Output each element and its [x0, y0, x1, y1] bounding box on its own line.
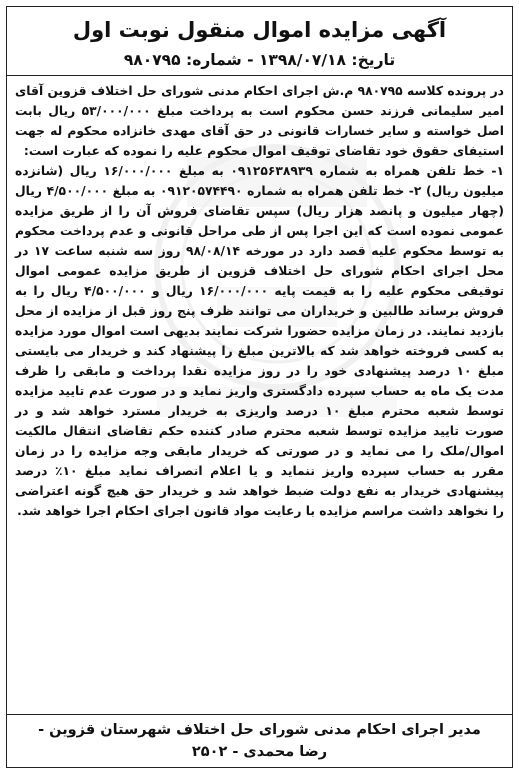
signature-title: مدیر اجرای احکام مدنی شورای حل اختلاف شهرستان قزوین - — [38, 722, 481, 738]
notice-title: آگهی مزایده اموال منقول نوبت اول — [72, 18, 447, 42]
notice-date-number: تاریخ: ۱۳۹۸/۰۷/۱۸ - شماره: ۹۸۰۷۹۵ — [7, 47, 512, 75]
signature-name: رضا محمدی - ۲۵۰۲ — [191, 744, 328, 760]
notice-frame — [6, 6, 513, 768]
notice-footer — [7, 714, 512, 767]
notice-body: در پرونده کلاسه ۹۸۰۷۹۵ م.ش اجرای احکام مدنی شورای حل اختلاف قزوین آقای امیر سلیمانی فرزند حسن محکوم است به پرداخت مبلغ ۵۳/۰۰۰/۰۰۰ ریال بابت اصل خواسته و سایر خسارات قانونی در حق آقای مهدی خانزاده محکوم له جهت استیفای حقوق خود تقاضای توقیف اموال محکوم علیه را نموده که عبارت است: ۱- خط تلفن همراه به شماره ۰۹۱۲۵۶۳۸۹۳۹ به مبلغ ۱۶/۰۰۰/۰۰۰ ریال (شانزده میلیون ریال) ۲- خط تلفن همراه به شماره ۰۹۱۲۰۵۷۴۴۹۰ به مبلغ ۴/۵۰۰/۰۰۰ ریال (چهار میلیون و پانصد هزار ریال) سپس تقاضای فروش آن را از طریق مزایده عمومی نموده است که این اجرا پس از طی مراحل قانونی و عدم پرداخت محکوم به توسط محکوم علیه قصد دارد در مورخه ۹۸/۰۸/۱۴ روز سه شنبه ساعت ۱۷ در محل اجرای احکام شورای حل اختلاف قزوین از طریق مزایده عمومی اموال توقیفی محکوم علیه را به قیمت پایه ۱۶/۰۰۰/۰۰۰ ریال و ۴/۵۰۰/۰۰۰ ریال را به فروش برساند طالبین و خریداران می توانند ظرف پنج روز قبل از مزایده از محل بازدید نمایند. در زمان مزایده حضورا شرکت نمایند بدیهی است اموال مورد مزایده به کسی فروخته خواهد شد که بالاترین مبلغ را پیشنهاد کند و خریدار می بایستی مبلغ ۱۰ درصد پیشنهادی خود را در روز مزایده نقدا پرداخت و مابقی را ظرف مدت یک ماه به حساب سپرده دادگستری واریز نماید و در صورت عدم تایید مزایده توسط شعبه محترم مبلغ ۱۰ درصد واریزی به خریدار مسترد خواهد شد و در صورت تایید مزایده توسط شعبه محترم صادر کننده حکم تقاضای انتقال مالکیت اموال/ملک را می نماید و در صورتی که خریدار مابقی وجه مزایده را در زمان مقرر به حساب سپرده واریز ننماید و یا اعلام انصراف نماید مبلغ ۱۰٪ درصد پیشنهادی خریدار به نفع دولت ضبط خواهد شد و خریدار حق هیچ گونه اعتراضی را نخواهد داشت مراسم مزایده با رعایت مواد قانون اجرای احکام اجرا خواهد شد. — [15, 83, 505, 518]
